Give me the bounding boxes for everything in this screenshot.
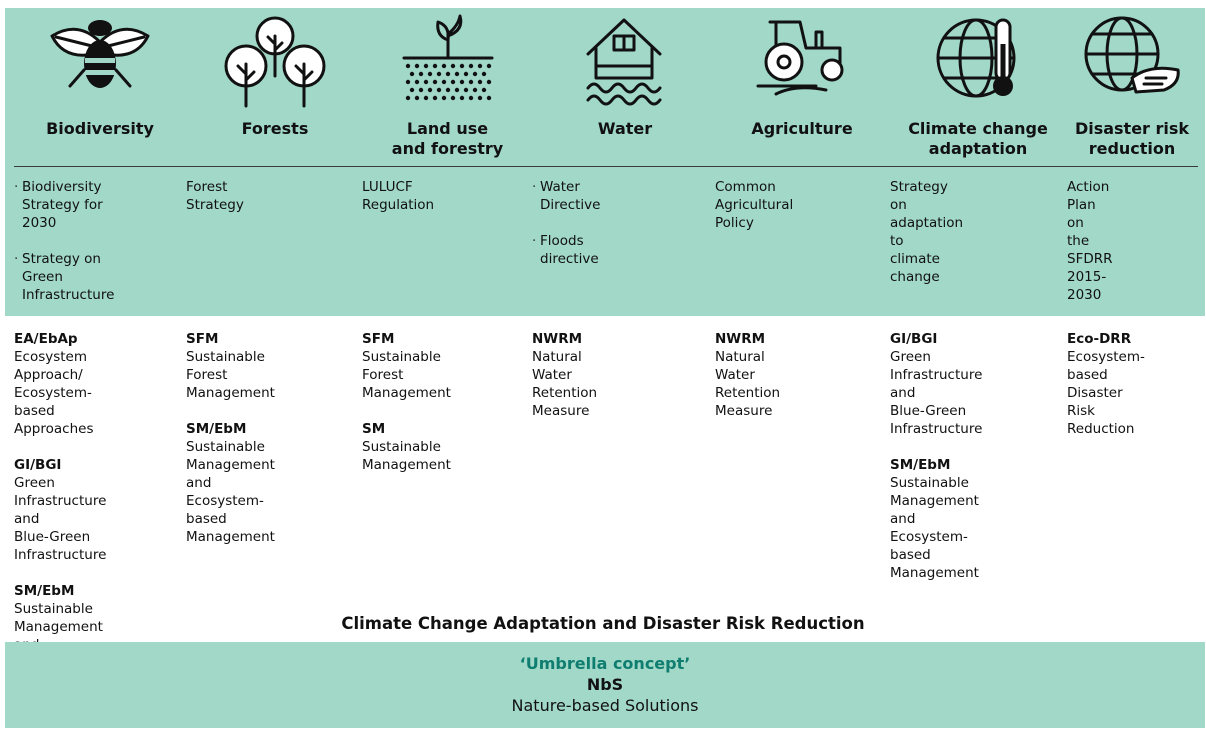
policy-item: Strategy on adaptation to climate change <box>890 179 964 285</box>
trees-icon <box>220 14 330 110</box>
category-title: Agriculture <box>751 119 853 138</box>
approach-item <box>14 456 106 564</box>
approach-full-name: Natural Water Retention Measure <box>715 349 781 419</box>
approach-full-name: Sustainable Management and Ecosystem-based Management <box>186 439 275 545</box>
approach-abbreviation: EA/EbAp <box>14 331 78 347</box>
tractor-icon <box>756 14 848 96</box>
nbs-full-name: Nature-based Solutions <box>511 696 699 715</box>
approach-abbreviation: SM/EbM <box>14 583 75 599</box>
policy-list <box>715 178 793 250</box>
approach-list <box>362 330 451 492</box>
category-title: Forests <box>241 119 309 138</box>
category-title: Climate change adaptation <box>908 119 1048 158</box>
approach-full-name: Ecosystem Approach/ Ecosystem-based Approaches <box>14 349 94 437</box>
approach-abbreviation: GI/BGI <box>14 457 62 473</box>
approach-full-name: Ecosystem-based Disaster Risk Reduction <box>1067 349 1145 437</box>
category-title: Water <box>597 119 653 138</box>
category-title: Disaster risk reduction <box>1074 119 1190 158</box>
approach-item <box>890 330 982 438</box>
footer-title: Climate Change Adaptation and Disaster Risk Reduction <box>341 614 865 633</box>
policy-item: · Water Directive <box>532 178 600 214</box>
category-title: Land use and forestry <box>391 119 504 158</box>
bee-icon <box>48 14 152 94</box>
policy-list <box>890 178 963 304</box>
approach-full-name: Sustainable Management <box>14 601 103 635</box>
approach-abbreviation: SFM <box>362 331 395 347</box>
umbrella-concept-label: ‘Umbrella concept’ <box>519 654 691 673</box>
category-title: Biodiversity <box>46 119 154 138</box>
approach-item <box>1067 330 1145 438</box>
approach-abbreviation: SFM <box>186 331 219 347</box>
policy-item: Common Agricultural Policy <box>715 179 794 231</box>
approach-abbreviation: Eco-DRR <box>1067 331 1132 347</box>
policy-list <box>532 178 600 286</box>
approach-abbreviation: SM/EbM <box>890 457 951 473</box>
approach-list <box>890 330 982 600</box>
policy-list <box>186 178 244 232</box>
approach-item <box>186 420 275 546</box>
approach-abbreviation: GI/BGI <box>890 331 938 347</box>
approach-list <box>186 330 275 564</box>
policy-list <box>14 178 114 322</box>
sprout-soil-icon <box>402 14 494 106</box>
approach-item <box>186 330 275 402</box>
house-water-icon <box>584 14 664 106</box>
approach-list <box>715 330 780 438</box>
approach-abbreviation: NWRM <box>715 331 766 347</box>
policy-item: LULUCF Regulation <box>362 179 435 213</box>
approach-full-name: Natural Water Retention Measure <box>532 349 598 419</box>
approach-full-name: Sustainable Forest Management <box>186 349 275 401</box>
approach-abbreviation: SM/EbM <box>186 421 247 437</box>
policy-list <box>362 178 434 232</box>
nbs-abbreviation: NbS <box>586 675 624 694</box>
policy-item: · Floods directive <box>532 232 600 268</box>
approach-abbreviation: SM <box>362 421 386 437</box>
globe-hand-icon <box>1080 14 1182 102</box>
approach-full-name: Green Infrastructure and Blue-Green Infrastructure <box>14 475 107 563</box>
approach-full-name: Sustainable Management <box>362 439 451 473</box>
policy-item: · Strategy on Green Infrastructure <box>14 250 114 304</box>
approach-abbreviation: NWRM <box>532 331 583 347</box>
approach-full-name: Green Infrastructure and Blue-Green Infrastructure <box>890 349 983 437</box>
header-divider <box>14 166 1198 167</box>
umbrella-band <box>5 642 1205 728</box>
approach-list <box>1067 330 1145 456</box>
approach-full-name: Sustainable Forest Management <box>362 349 451 401</box>
approach-list <box>532 330 597 438</box>
approach-item <box>362 330 451 402</box>
approach-item <box>532 330 597 420</box>
approach-item <box>890 456 982 582</box>
approach-item <box>362 420 451 474</box>
policy-item: Forest Strategy <box>186 179 244 213</box>
policy-list <box>1067 178 1112 322</box>
policy-item: · Biodiversity Strategy for 2030 <box>14 178 114 232</box>
policy-item: Action Plan on the SFDRR 2015-2030 <box>1067 179 1113 303</box>
approach-item <box>715 330 780 420</box>
approach-full-name: Sustainable Management and Ecosystem-based Management <box>890 475 979 581</box>
globe-thermometer-icon <box>936 14 1020 102</box>
approach-item <box>14 330 106 438</box>
